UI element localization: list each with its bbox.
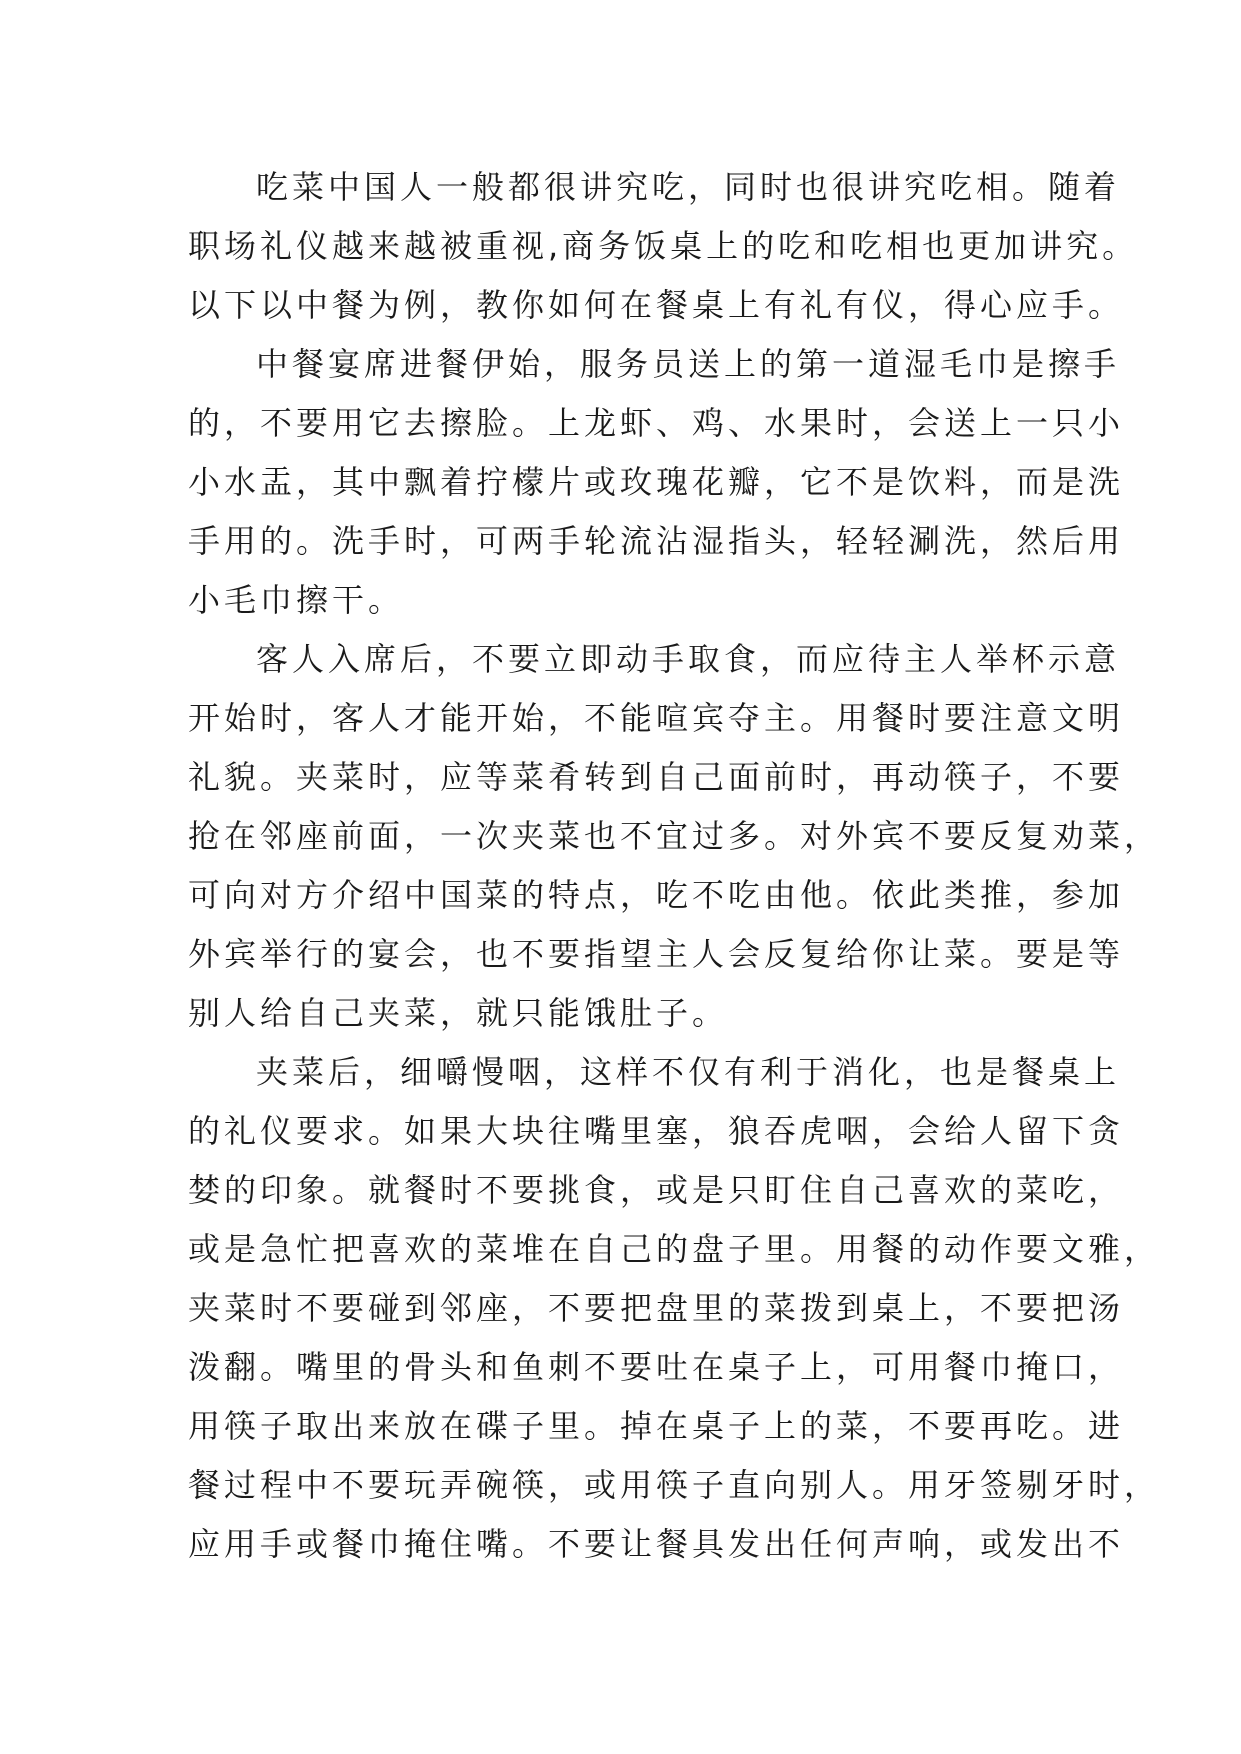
paragraph-2-line-4: 手用的。洗手时，可两手轮流沾湿指头，轻轻涮洗，然后用 [188, 522, 1125, 560]
paragraph-3-line-5: 可向对方介绍中国菜的特点，吃不吃由他。依此类推，参加 [188, 876, 1125, 914]
paragraph-4-line-7: 用筷子取出来放在碟子里。掉在桌子上的菜，不要再吃。进 [188, 1407, 1125, 1445]
paragraph-2-line-3: 小水盂，其中飘着拧檬片或玫瑰花瓣，它不是饮料，而是洗 [188, 463, 1125, 501]
paragraph-3-line-2: 开始时，客人才能开始，不能喧宾夺主。用餐时要注意文明 [188, 699, 1125, 737]
paragraph-2-line-5: 小毛巾擦干。 [188, 581, 405, 619]
paragraph-1-line-2: 职场礼仪越来越被重视,商务饭桌上的吃和吃相也更加讲究。 [188, 227, 1139, 265]
paragraph-3-line-4: 抢在邻座前面，一次夹菜也不宜过多。对外宾不要反复劝菜， [188, 817, 1161, 855]
paragraph-4-line-3: 婪的印象。就餐时不要挑食，或是只盯住自己喜欢的菜吃， [188, 1171, 1125, 1209]
paragraph-4-line-6: 泼翻。嘴里的骨头和鱼刺不要吐在桌子上，可用餐巾掩口， [188, 1348, 1125, 1386]
paragraph-2-line-2: 的，不要用它去擦脸。上龙虾、鸡、水果时，会送上一只小 [188, 404, 1125, 442]
paragraph-1-line-3: 以下以中餐为例，教你如何在餐桌上有礼有仪，得心应手。 [188, 286, 1125, 324]
paragraph-4-line-5: 夹菜时不要碰到邻座，不要把盘里的菜拨到桌上，不要把汤 [188, 1289, 1125, 1327]
paragraph-2-line-1: 中餐宴席进餐伊始，服务员送上的第一道湿毛巾是擦手 [256, 345, 1121, 383]
body-text [188, 158, 1161, 1574]
paragraph-4-line-8: 餐过程中不要玩弄碗筷，或用筷子直向别人。用牙签剔牙时， [188, 1466, 1161, 1504]
paragraph-4-line-1: 夹菜后，细嚼慢咽，这样不仅有利于消化，也是餐桌上 [256, 1053, 1121, 1091]
paragraph-3-line-1: 客人入席后，不要立即动手取食，而应待主人举杯示意 [256, 640, 1121, 678]
paragraph-3-line-3: 礼貌。夹菜时，应等菜肴转到自己面前时，再动筷子，不要 [188, 758, 1125, 796]
paragraph-4-line-9: 应用手或餐巾掩住嘴。不要让餐具发出任何声响，或发出不 [188, 1525, 1125, 1563]
paragraph-1-line-1: 吃菜中国人一般都很讲究吃，同时也很讲究吃相。随着 [256, 168, 1121, 206]
paragraph-4-line-2: 的礼仪要求。如果大块往嘴里塞，狼吞虎咽，会给人留下贪 [188, 1112, 1125, 1150]
paragraph-4-line-4: 或是急忙把喜欢的菜堆在自己的盘子里。用餐的动作要文雅， [188, 1230, 1161, 1268]
paragraph-3-line-6: 外宾举行的宴会，也不要指望主人会反复给你让菜。要是等 [188, 935, 1125, 973]
paragraph-3-line-7: 别人给自己夹菜，就只能饿肚子。 [188, 994, 729, 1032]
